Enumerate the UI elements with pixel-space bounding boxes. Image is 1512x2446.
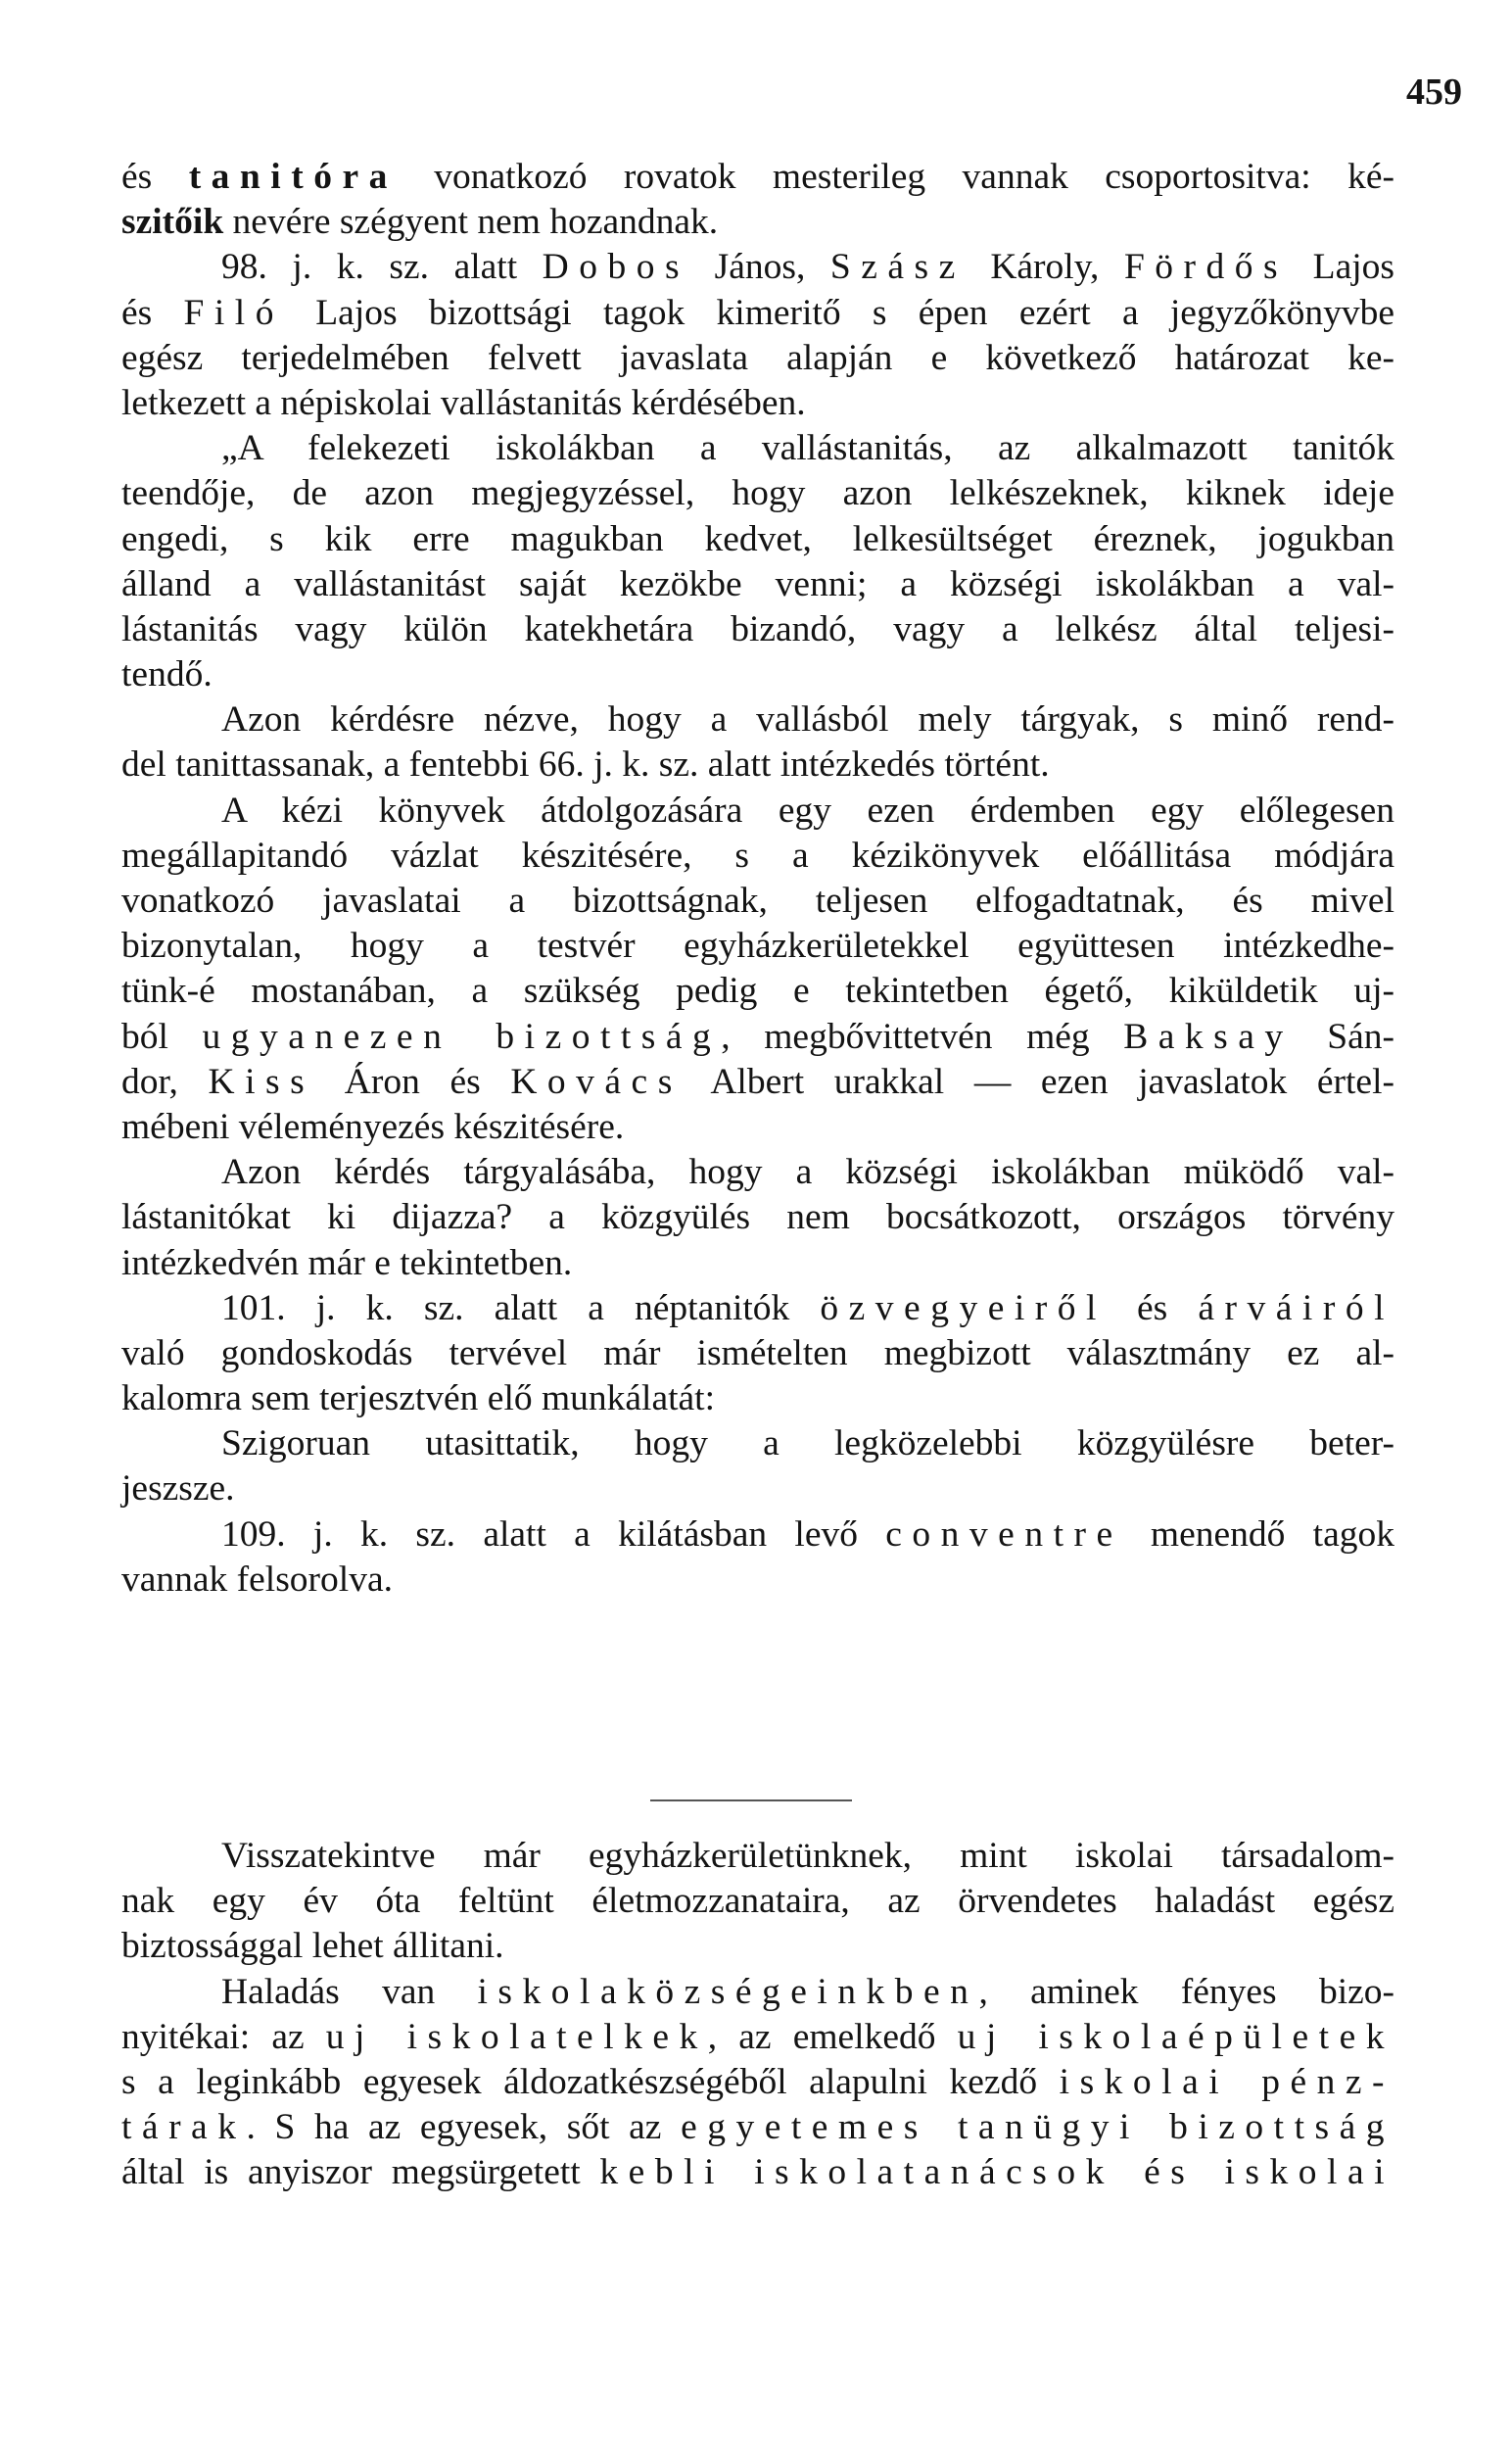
text-run: vonatkozó javaslatai a bizottságnak, teljesen elfogadtatnak, és mivel [121, 881, 1394, 921]
text-line [121, 1105, 1394, 1150]
body-text-section-1 [121, 155, 1394, 1603]
text-line [121, 1060, 1394, 1105]
page-number: 459 [1406, 72, 1462, 113]
emphasized-text: Filó [183, 292, 284, 333]
text-run: engedi, s kik erre magukban kedvet, lelkesültséget éreznek, jogukban [121, 518, 1394, 559]
text-line [121, 1970, 1394, 2015]
text-line [121, 879, 1394, 924]
text-run: János, [689, 247, 830, 288]
text-run: által is anyiszor megsürgetett [121, 2152, 600, 2193]
text-run: mébeni véleményezés készitésére. [121, 1106, 625, 1147]
text-line [121, 1241, 1394, 1286]
emphasized-text: Szász [829, 247, 966, 288]
text-line [121, 1376, 1394, 1421]
text-run: tendő. [121, 654, 213, 695]
text-run: kalomra sem terjesztvén elő munkálatát: [121, 1378, 716, 1419]
text-run: és [1106, 1287, 1199, 1328]
text-line [121, 517, 1394, 562]
text-run: . S ha az egyesek, sőt az [246, 2107, 682, 2148]
text-run: letkezett a népiskolai vallástanitás kérdésében. [121, 382, 806, 423]
emphasized-text: uj iskolatelkek [325, 2016, 708, 2057]
text-line [121, 652, 1394, 697]
text-line [121, 1834, 1394, 1879]
text-run: del tanittassanak, a fentebbi 66. j. k. sz. alatt intézkedés történt. [121, 744, 1050, 786]
text-line [121, 2060, 1394, 2105]
text-line [121, 743, 1394, 788]
text-line [121, 245, 1394, 290]
emphasized-text: conventre [885, 1513, 1123, 1555]
text-run: lástanitókat ki dijazza? a közgyülés nem bocsátkozott, országos törvény [121, 1197, 1394, 1238]
text-run: Károly, [965, 247, 1124, 288]
text-line [121, 2105, 1394, 2150]
text-line [121, 200, 1394, 245]
body-text-section-2 [121, 1834, 1394, 2196]
text-run: Sán- [1293, 1016, 1394, 1057]
text-line [121, 1421, 1394, 1466]
text-line [121, 1924, 1394, 1969]
emphasized-text: Dobos [542, 247, 690, 288]
text-run: , megbővittetvén még [721, 1016, 1124, 1057]
text-run: Visszatekintve már egyházkerületünknek, mint iskolai társadalom- [221, 1836, 1394, 1876]
emphasized-text: ugyanezen bizottság [202, 1016, 722, 1057]
text-line [121, 1512, 1394, 1558]
text-run: A kézi könyvek átdolgozására egy ezen érdemben egy előlegesen [221, 790, 1394, 831]
text-run: teendője, de azon megjegyzéssel, hogy azon lelkészeknek, kiknek ideje [121, 473, 1394, 514]
text-line [121, 471, 1394, 516]
text-run: s a leginkább egyesek áldozatkészségéből alapulni kezdő [121, 2061, 1060, 2102]
text-line [121, 924, 1394, 969]
text-line [121, 2150, 1394, 2195]
text-line [121, 789, 1394, 834]
text-run: álland a vallástanitást saját kezökbe venni; a községi iskolákban a val- [121, 563, 1394, 604]
emphasized-text: Baksay [1123, 1016, 1294, 1057]
emphasized-text: kebli iskolatanácsok és iskolai [599, 2152, 1395, 2193]
text-run: megállapitandó vázlat készitésére, s a kézikönyvek előállitása módjára [121, 835, 1394, 876]
text-line [121, 1195, 1394, 1240]
text-line [121, 1879, 1394, 1924]
text-run: tünk-é mostanában, a szükség pedig e tekintetben égető, kiküldetik uj- [121, 971, 1394, 1012]
text-run: Azon kérdés tárgyalásába, hogy a községi iskolákban müködő val- [221, 1152, 1394, 1193]
text-line [121, 1015, 1394, 1060]
text-run: , az emelkedő [707, 2016, 958, 2057]
text-run: vannak felsorolva. [121, 1559, 393, 1600]
text-run: szitőik [121, 202, 224, 243]
text-run: „A felekezeti iskolákban a vallástanitás, az alkalmazott tanitók [221, 428, 1394, 469]
text-run: menendő tagok [1122, 1513, 1394, 1555]
text-line [121, 1466, 1394, 1511]
emphasized-text: Kovács [510, 1061, 683, 1102]
text-line [121, 381, 1394, 426]
emphasized-text: árváiról [1198, 1287, 1394, 1328]
text-run: való gondoskodás tervével már ismételten megbizott választmány ez al- [121, 1332, 1394, 1373]
text-run: 109. j. k. sz. alatt a kilátásban levő [221, 1513, 886, 1555]
text-line [121, 336, 1394, 381]
emphasized-text: iskolaközségeinkben [477, 1971, 979, 2012]
text-run: és [121, 292, 184, 333]
text-line [121, 562, 1394, 607]
emphasized-text: Fördős [1123, 247, 1289, 288]
text-run: lástanitás vagy külön katekhetára bizandó, vagy a lelkész által teljesi- [121, 608, 1394, 649]
text-line [121, 969, 1394, 1014]
emphasized-text: egyetemes tanügyi bizottság [681, 2107, 1394, 2148]
text-run: 98. j. k. sz. alatt [221, 247, 543, 288]
text-run: nyitékai: az [121, 2016, 326, 2057]
text-line [121, 1150, 1394, 1195]
emphasized-text: özvegyeiről [820, 1287, 1107, 1328]
text-line [121, 834, 1394, 879]
section-divider [650, 1799, 852, 1801]
text-line [121, 1558, 1394, 1603]
text-run: Azon kérdésre nézve, hogy a vallásból mely tárgyak, s minő rend- [221, 699, 1394, 741]
text-line [121, 2015, 1394, 2060]
emphasized-text: uj iskolaépületek [957, 2016, 1394, 2057]
text-run: ból [121, 1016, 203, 1057]
emphasized-text: iskolai pénz- [1059, 2061, 1394, 2102]
text-line [121, 291, 1394, 336]
text-run: Lajos [1288, 247, 1394, 288]
text-run: intézkedvén már e tekintetben. [121, 1242, 573, 1283]
text-run: jeszsze. [121, 1468, 235, 1510]
text-line [121, 607, 1394, 652]
text-run: dor, [121, 1061, 209, 1102]
emphasized-text: Kiss [208, 1061, 315, 1102]
text-run: biztossággal lehet állitani. [121, 1926, 504, 1967]
text-run: Albert urakkal — ezen javaslatok értel- [682, 1061, 1394, 1102]
text-line [121, 1286, 1394, 1331]
text-line [121, 155, 1394, 200]
text-run: Lajos bizottsági tagok kimeritő s épen ezért a jegyzőkönyvbe [283, 292, 1394, 333]
text-line [121, 1331, 1394, 1376]
text-run: Áron és [314, 1061, 511, 1102]
text-run: 101. j. k. sz. alatt a néptanitók [221, 1287, 821, 1328]
text-line [121, 697, 1394, 743]
text-run: Haladás van [221, 1971, 478, 2012]
text-run: nevére szégyent nem hozandnak. [223, 202, 719, 243]
text-run: nak egy év óta feltünt életmozzanataira, az örvendetes haladást egész [121, 1881, 1394, 1922]
text-run: egész terjedelmében felvett javaslata alapján e következő határozat ke- [121, 337, 1394, 378]
emphasized-text: tárak [121, 2107, 247, 2148]
text-run: bizonytalan, hogy a testvér egyházkerületekkel együttesen intézkedhe- [121, 926, 1394, 967]
text-run: Szigoruan utasittatik, hogy a legközelebbi közgyülésre beter- [221, 1423, 1394, 1464]
text-run: és [121, 157, 189, 197]
text-run: vonatkozó rovatok mesterileg vannak csoportositva: ké- [397, 157, 1394, 197]
text-run: , aminek fényes bizo- [978, 1971, 1394, 2012]
emphasized-text: tanitóra [188, 157, 398, 197]
text-line [121, 426, 1394, 471]
